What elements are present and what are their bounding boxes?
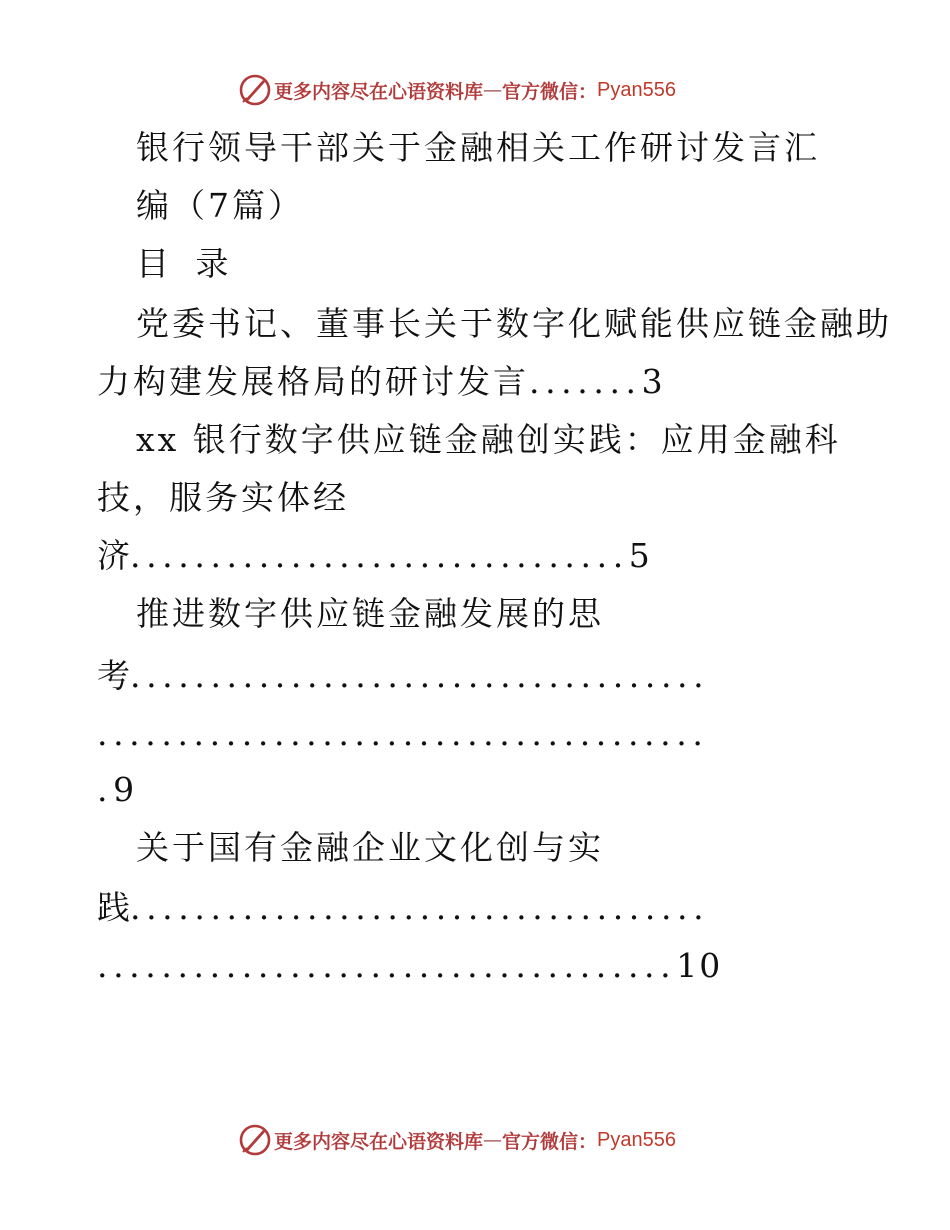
toc-entry-2-row[interactable] [97, 536, 652, 576]
feather-pen-icon [238, 1123, 272, 1157]
toc-heading: 目 录 [136, 244, 237, 283]
toc-entry-1-leader: ....... [529, 362, 642, 401]
toc-entry-4-title-line-1: 关于国有金融企业文化创与实 [136, 828, 604, 867]
footer-banner [238, 1122, 676, 1158]
toc-entry-1-title-line-2: 力构建发展格局的研讨发言 [97, 362, 529, 401]
document-title-line-2: 编（7篇） [136, 186, 304, 225]
toc-entry-3-row[interactable] [97, 656, 709, 696]
toc-entry-2-title-line-3: 济 [97, 536, 130, 575]
toc-entry-2-page: 5 [628, 536, 652, 575]
toc-entry-2-title-line-1: xx 银行数字供应链金融创实践：应用金融科 [136, 420, 841, 459]
toc-entry-2-leader: ............................... [130, 536, 629, 575]
toc-entry-4-leader-1: .................................... [130, 888, 710, 927]
banner-lead: 更多内容尽在心语资料库 [274, 1130, 484, 1153]
feather-pen-icon [238, 73, 272, 107]
toc-entry-3-title-line-2: 考 [97, 656, 130, 695]
banner-handle: Pyan556 [597, 78, 676, 101]
banner-channel: 官方微信： [502, 1130, 598, 1153]
toc-entry-1-row[interactable] [97, 362, 665, 402]
toc-entry-4-leader-2: .................................... [97, 946, 677, 985]
toc-entry-3-title-line-1: 推进数字供应链金融发展的思 [136, 594, 604, 633]
toc-entry-4-page-row [97, 946, 722, 986]
toc-entry-4-title-line-2: 践 [97, 888, 130, 927]
toc-entry-2-title-line-2: 技，服务实体经 [97, 478, 349, 517]
banner-channel: 官方微信： [502, 80, 598, 103]
toc-entry-3-leader-1: .................................... [130, 656, 710, 695]
banner-separator: — [483, 1129, 503, 1151]
toc-entry-1-page: 3 [641, 362, 665, 401]
toc-entry-3-leader-2: ...................................... [97, 714, 709, 753]
toc-entry-3-page: 9 [113, 770, 137, 809]
toc-entry-3-leader-3: . [97, 770, 114, 809]
banner-lead: 更多内容尽在心语资料库 [274, 80, 484, 103]
banner-separator: — [483, 79, 503, 101]
toc-entry-1-title-line-1: 党委书记、董事长关于数字化赋能供应链金融助 [136, 304, 892, 343]
toc-entry-4-page: 10 [676, 946, 723, 985]
toc-entry-3-page-row [97, 770, 136, 810]
document-title-line-1: 银行领导干部关于金融相关工作研讨发言汇 [136, 128, 820, 167]
toc-entry-4-row[interactable] [97, 888, 709, 928]
header-banner [238, 72, 676, 108]
banner-handle: Pyan556 [597, 1128, 676, 1151]
